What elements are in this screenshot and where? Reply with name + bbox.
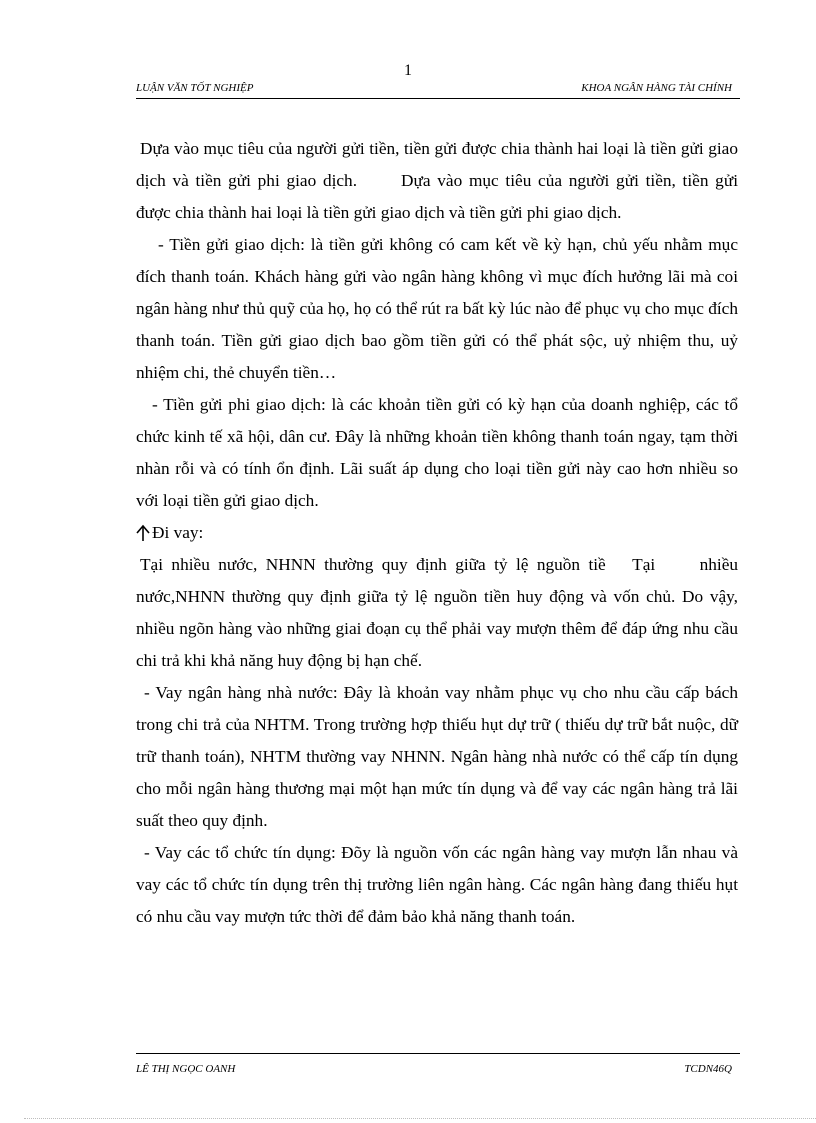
page-bottom-edge [24,1118,816,1119]
page-footer [136,1053,740,1074]
up-arrow-icon [136,524,150,542]
paragraph-deposit-types-part-1: Dựa vào mục tiêu của người gửi tiền, tiền gửi được chia thành hai loại là tiền gửi giao dịch và tiền gửi phi giao dịch. [136,139,738,190]
page-header [136,82,740,99]
paragraph-deposit-types [136,133,738,229]
paragraph-non-transaction-deposit: - Tiền gửi phi giao dịch: là các khoản tiền gửi có kỳ hạn của doanh nghiệp, các tổ chức kinh tế xã hội, dân cư. Đây là những khoản tiền không thanh toán ngay, tạm thời nhàn rỗi và có tính ổn định. Lãi suất áp dụng cho loại tiền gửi này cao hơn nhiều so với loại tiền gửi giao dịch. [136,395,738,510]
section-heading-borrowing [136,517,738,549]
paragraph-deposit-types-part-2: Dựa vào mục tiêu của người gửi tiền, tiền gửi được chia thành hai loại là tiền gửi giao dịch và tiền gửi phi giao dịch. [136,171,738,222]
paragraph-borrowing-intro [136,549,738,677]
paragraph-borrowing-intro-part-2: Tại [632,555,656,574]
header-right-text: KHOA NGÂN HÀNG TÀI CHÍNH [581,82,732,94]
footer-left-text: LÊ THỊ NGỌC OANH [136,1063,236,1075]
paragraph-credit-institution-loan: - Vay các tổ chức tín dụng: Đõy là nguồn vốn các ngân hàng vay mượn lẫn nhau và vay các tổ chức tín dụng trên thị trường liên ngân hàng. Các ngân hàng đang thiếu hụt có nhu cầu vay mượn tức thời để đảm bảo khả năng thanh toán. [136,843,738,926]
section-heading-text: Đi vay: [152,523,204,542]
paragraph-central-bank-loan: - Vay ngân hàng nhà nước: Đây là khoản vay nhằm phục vụ cho nhu cầu cấp bách trong chi trả của NHTM. Trong trường hợp thiếu hụt dự trữ ( thiếu dự trữ bắt nuộc, dữ trữ thanh toán), NHTM thường vay NHNN. Ngân hàng nhà nước có thể cấp tín dụng cho mỗi ngân hàng thương mại một hạn mức tín dụng và để vay các ngân hàng trả lãi suất theo quy định. [136,683,738,830]
footer-right-text: TCDN46Q [684,1063,732,1075]
paragraph-borrowing-intro-part-1: Tại nhiều nước, NHNN thường quy định giữa tỷ lệ nguồn tiề [140,555,606,574]
paragraph-transaction-deposit: - Tiền gửi giao dịch: là tiền gửi không có cam kết về kỳ hạn, chủ yếu nhằm mục đích thanh toán. Khách hàng gửi vào ngân hàng không vì mục đích hưởng lãi mà coi ngân hàng như thủ quỹ của họ, họ có thể rút ra bất kỳ lúc nào để phục vụ cho mục đích thanh toán. Tiền gửi giao dịch bao gồm tiền gửi có thể phát sộc, uỷ nhiệm thu, uỷ nhiệm chi, thẻ chuyển tiền… [136,235,738,382]
page-number: 1 [404,62,412,79]
document-body [136,133,738,933]
paragraph-borrowing-intro-part-3: nhiều nước,NHNN thường quy định giữa tỷ lệ nguồn tiền huy động và vốn chủ. Do vậy, nhiều ngõn hàng vào những giai đoạn cụ thể phải vay mượn thêm để đáp ứng nhu cầu chi trả khi khả năng huy động bị hạn chế. [136,555,739,670]
header-left-text: LUẬN VĂN TỐT NGHIỆP [136,82,254,94]
